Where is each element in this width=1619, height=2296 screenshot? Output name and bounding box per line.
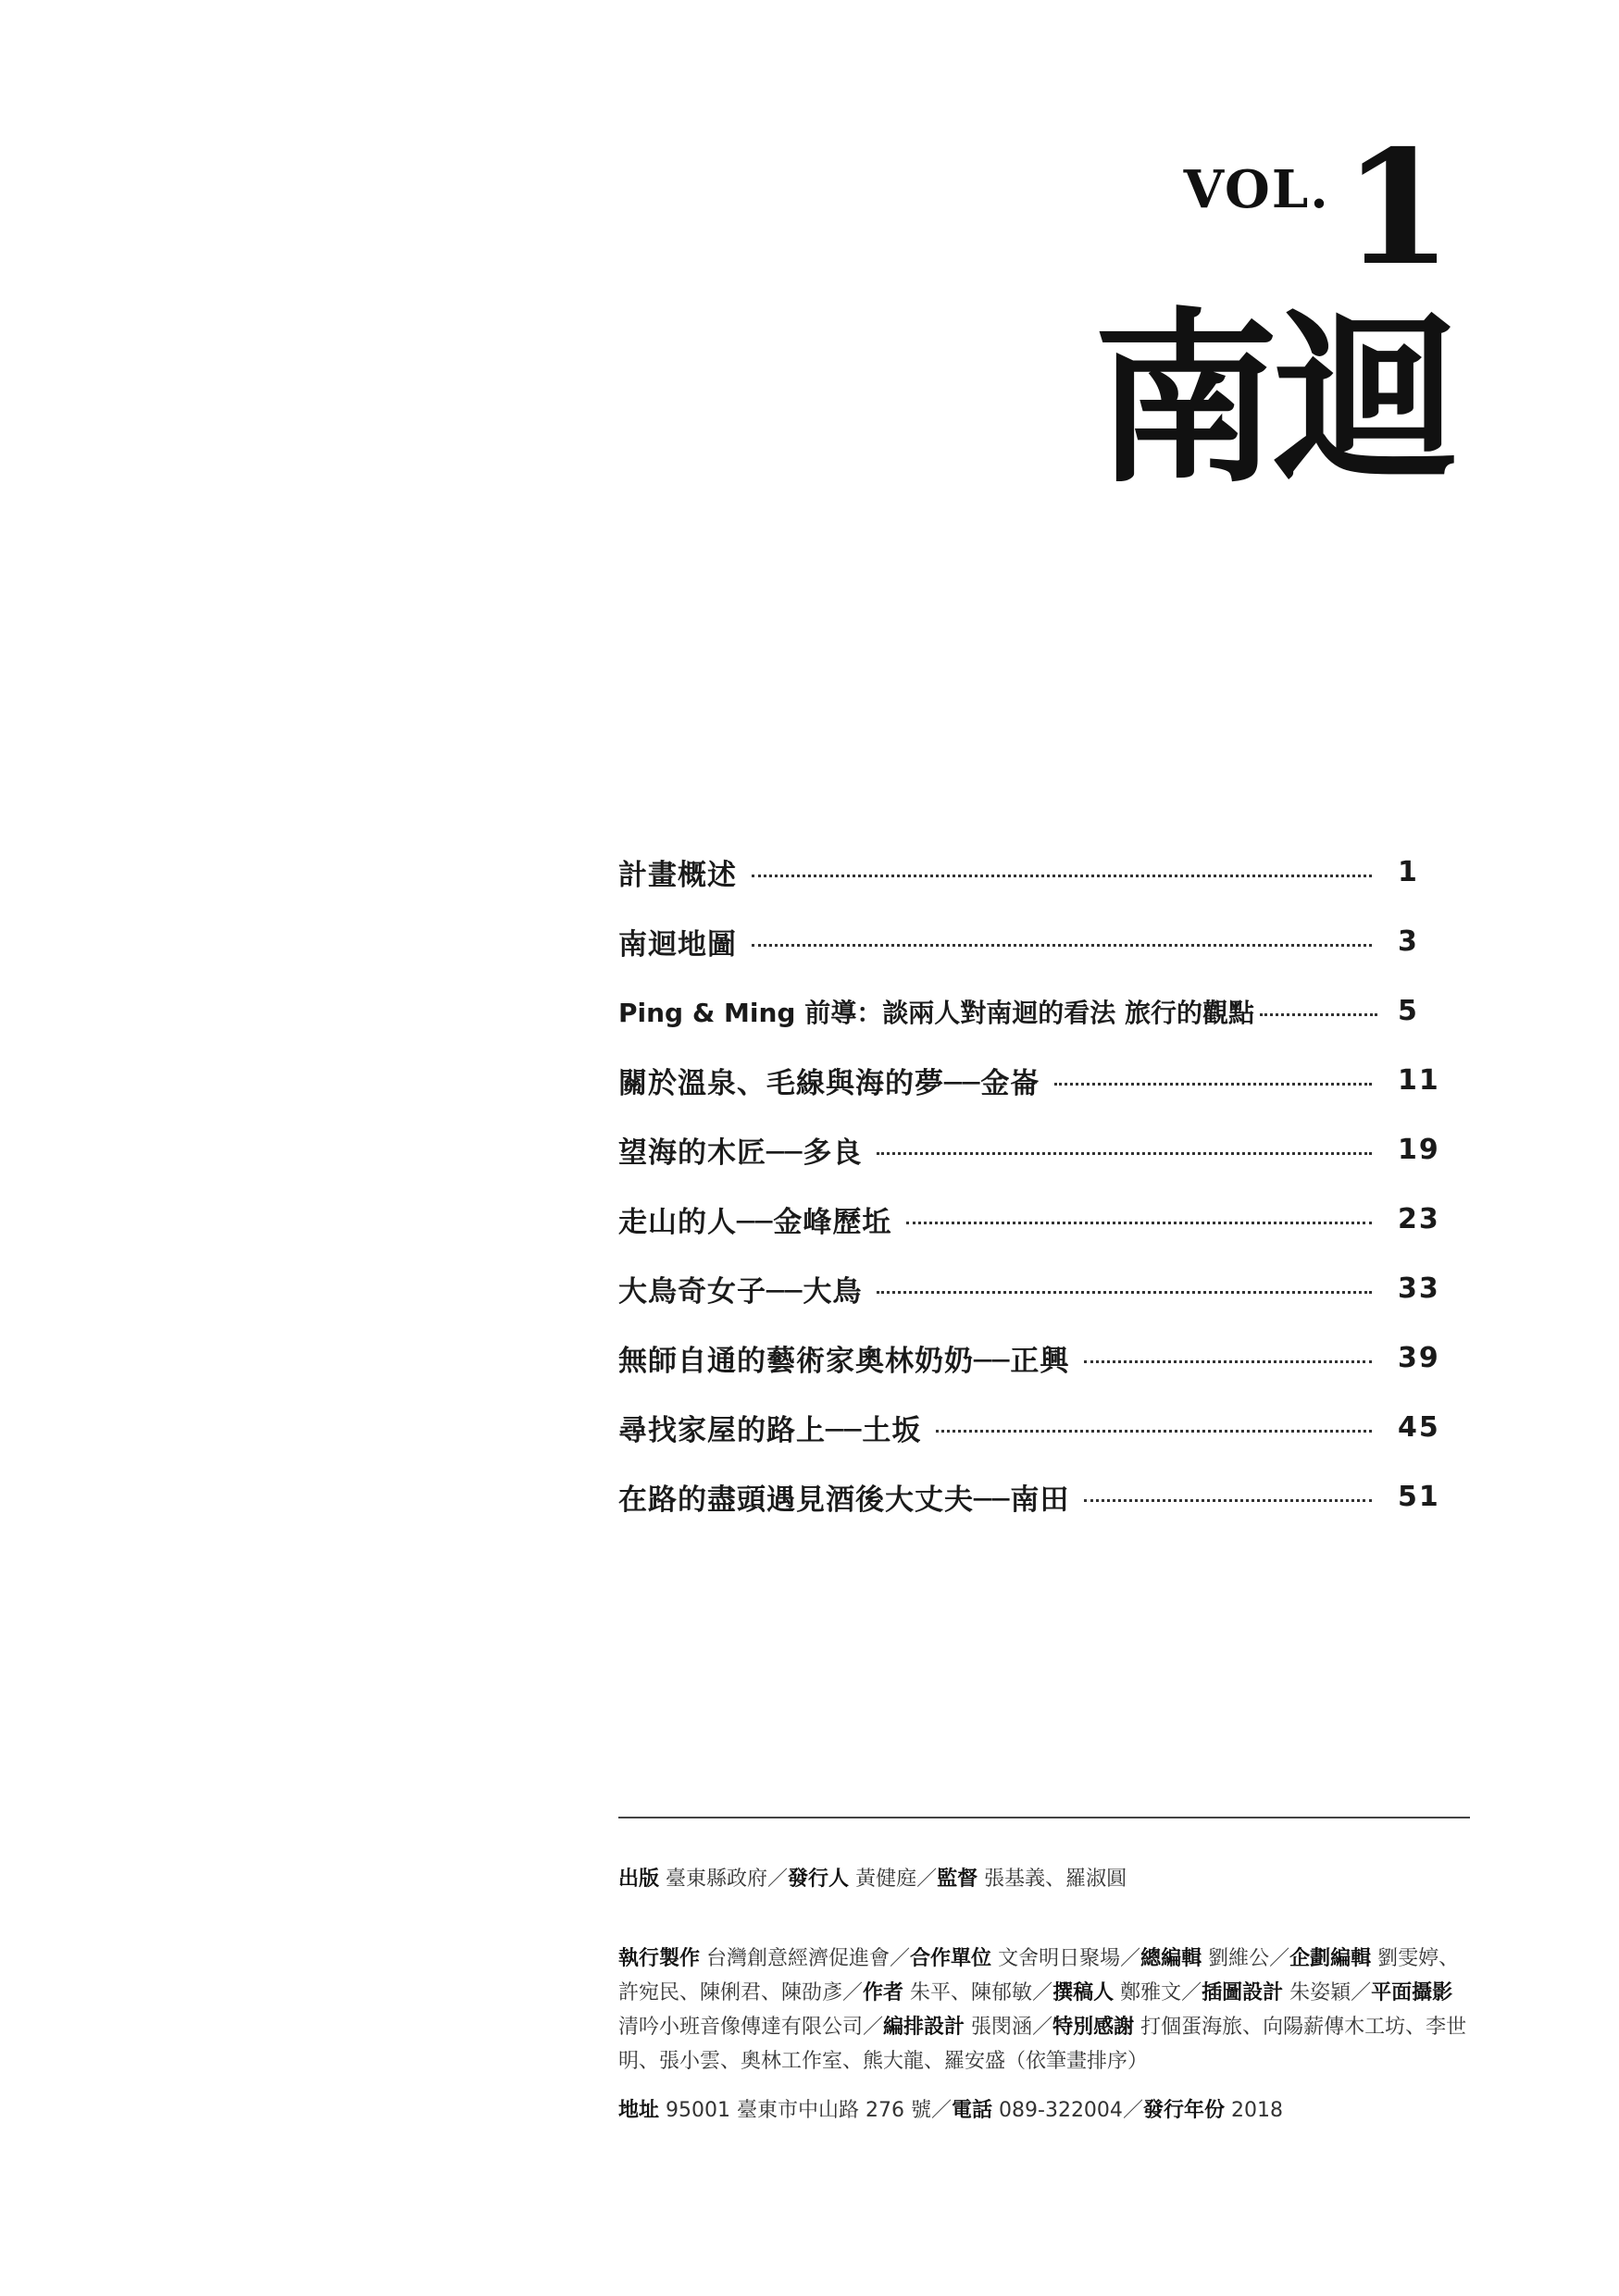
separator: ／ bbox=[930, 2099, 952, 2122]
colophon-value: 鄭雅文 bbox=[1120, 1981, 1182, 2004]
colophon-label: 插圖設計 bbox=[1202, 1981, 1284, 2004]
toc-entry-title: 望海的木匠──多良 bbox=[618, 1136, 863, 1170]
separator: ／ bbox=[1351, 1981, 1372, 2004]
colophon-value: 089-322004 bbox=[999, 2099, 1123, 2122]
colophon-publisher bbox=[618, 1862, 1470, 1896]
colophon-value: 台灣創意經濟促進會 bbox=[706, 1947, 890, 1970]
dot-leader bbox=[877, 1291, 1372, 1294]
toc-entry-page: 39 bbox=[1398, 1342, 1440, 1374]
dot-leader bbox=[1054, 1083, 1372, 1086]
colophon-label: 企劃編輯 bbox=[1289, 1947, 1372, 1970]
colophon-label: 電話 bbox=[952, 2099, 993, 2122]
separator: ／ bbox=[863, 2016, 884, 2039]
toc-entry-page: 5 bbox=[1398, 995, 1419, 1027]
toc-entry[interactable] bbox=[618, 1323, 1463, 1393]
toc-entry-title: 在路的盡頭遇見酒後大丈夫──南田 bbox=[618, 1483, 1070, 1517]
colophon-label: 合作單位 bbox=[910, 1947, 992, 1970]
separator: ／ bbox=[1032, 1981, 1053, 2004]
colophon-label: 作者 bbox=[863, 1981, 904, 2004]
toc-entry[interactable] bbox=[618, 1393, 1463, 1462]
dot-leader bbox=[877, 1152, 1372, 1155]
colophon-label: 總編輯 bbox=[1140, 1947, 1202, 1970]
colophon-value: 文舍明日聚場 bbox=[998, 1947, 1121, 1970]
toc-entry-page: 3 bbox=[1398, 925, 1419, 958]
toc-entry-title: 無師自通的藝術家奧林奶奶──正興 bbox=[618, 1345, 1070, 1378]
separator: ／ bbox=[916, 1868, 938, 1891]
toc-entry-title: 關於溫泉、毛線與海的夢──金崙 bbox=[618, 1067, 1040, 1100]
separator: ／ bbox=[1181, 1981, 1202, 2004]
publication-title: 南迴 bbox=[1092, 292, 1452, 508]
dot-leader bbox=[752, 944, 1372, 947]
colophon-label: 地址 bbox=[618, 2099, 660, 2122]
colophon-label: 監督 bbox=[937, 1868, 978, 1891]
colophon-value: 2018 bbox=[1230, 2099, 1283, 2122]
toc-entry[interactable] bbox=[618, 1185, 1463, 1254]
toc-entry-title: 大鳥奇女子──大鳥 bbox=[618, 1275, 863, 1309]
volume-label: VOL. bbox=[1183, 159, 1330, 220]
separator: ／ bbox=[1122, 2099, 1143, 2122]
colophon-label: 出版 bbox=[618, 1868, 660, 1891]
separator: ／ bbox=[1120, 1947, 1141, 1970]
colophon-value: 朱平、陳郁敏 bbox=[910, 1981, 1033, 2004]
toc-entry-title: 南迴地圖 bbox=[618, 928, 737, 962]
toc-entry-page: 45 bbox=[1398, 1411, 1440, 1444]
colophon-label: 執行製作 bbox=[618, 1947, 701, 1970]
divider-rule bbox=[618, 1817, 1470, 1818]
separator: ／ bbox=[767, 1868, 789, 1891]
dot-leader bbox=[906, 1222, 1372, 1224]
dot-leader bbox=[1260, 1013, 1377, 1016]
colophon-label: 特別感謝 bbox=[1052, 2016, 1135, 2039]
toc-entry-title: 計畫概述 bbox=[618, 859, 737, 892]
toc-entry[interactable] bbox=[618, 1115, 1463, 1185]
dot-leader bbox=[1084, 1499, 1372, 1502]
toc-entry-page: 1 bbox=[1398, 856, 1419, 888]
toc-entry-page: 23 bbox=[1398, 1203, 1440, 1235]
volume-line bbox=[1093, 116, 1452, 301]
colophon-label: 撰稿人 bbox=[1052, 1981, 1115, 2004]
toc-entry[interactable] bbox=[618, 838, 1463, 907]
colophon-value: 打個蛋海旅、向陽薪傳木工坊、李世明、張小雲、奧林工作室、熊大龍、羅安盛（依筆畫排序） bbox=[618, 2016, 1467, 2073]
toc-entry-page: 11 bbox=[1398, 1064, 1440, 1097]
colophon-value: 劉雯婷、許宛民、陳俐君、陳劭彥 bbox=[618, 1947, 1460, 2004]
colophon-contact bbox=[618, 2093, 1470, 2128]
toc-entry[interactable] bbox=[618, 1046, 1463, 1115]
colophon-value: 清吟小班音像傳達有限公司 bbox=[618, 2016, 864, 2039]
colophon-value: 朱姿穎 bbox=[1289, 1981, 1351, 2004]
colophon-value: 黃健庭 bbox=[855, 1868, 917, 1891]
toc-entry-page: 51 bbox=[1398, 1481, 1440, 1513]
toc-entry-title: Ping & Ming 前導：談兩人對南迴的看法 旅行的觀點 bbox=[618, 997, 1254, 1028]
dot-leader bbox=[752, 875, 1372, 877]
masthead bbox=[1092, 116, 1452, 508]
colophon-value: 張基義、羅淑圓 bbox=[984, 1868, 1127, 1891]
colophon-label: 發行人 bbox=[788, 1868, 850, 1891]
colophon-value: 張閔涵 bbox=[971, 2016, 1033, 2039]
toc-entry-title: 走山的人──金峰歷坵 bbox=[618, 1206, 892, 1239]
dot-leader bbox=[936, 1430, 1372, 1433]
volume-number: 1 bbox=[1342, 116, 1452, 301]
colophon-value: 95001 臺東市中山路 276 號 bbox=[666, 2099, 931, 2122]
table-of-contents bbox=[618, 838, 1463, 1532]
colophon-credits bbox=[618, 1942, 1470, 2079]
toc-entry[interactable] bbox=[618, 976, 1463, 1046]
toc-entry[interactable] bbox=[618, 907, 1463, 976]
colophon-label: 平面攝影 bbox=[1371, 1981, 1453, 2004]
separator: ／ bbox=[1032, 2016, 1053, 2039]
toc-entry-title: 尋找家屋的路上──土坂 bbox=[618, 1414, 922, 1447]
toc-entry-page: 19 bbox=[1398, 1134, 1440, 1166]
colophon-value: 劉維公 bbox=[1208, 1947, 1270, 1970]
toc-entry-page: 33 bbox=[1398, 1272, 1440, 1305]
toc-entry[interactable] bbox=[618, 1254, 1463, 1323]
dot-leader bbox=[1084, 1360, 1372, 1363]
separator: ／ bbox=[890, 1947, 911, 1970]
toc-entry[interactable] bbox=[618, 1462, 1463, 1532]
colophon-value: 臺東縣政府 bbox=[666, 1868, 768, 1891]
colophon-label: 發行年份 bbox=[1142, 2099, 1225, 2122]
separator: ／ bbox=[1269, 1947, 1290, 1970]
colophon-label: 編排設計 bbox=[883, 2016, 965, 2039]
separator: ／ bbox=[842, 1981, 864, 2004]
